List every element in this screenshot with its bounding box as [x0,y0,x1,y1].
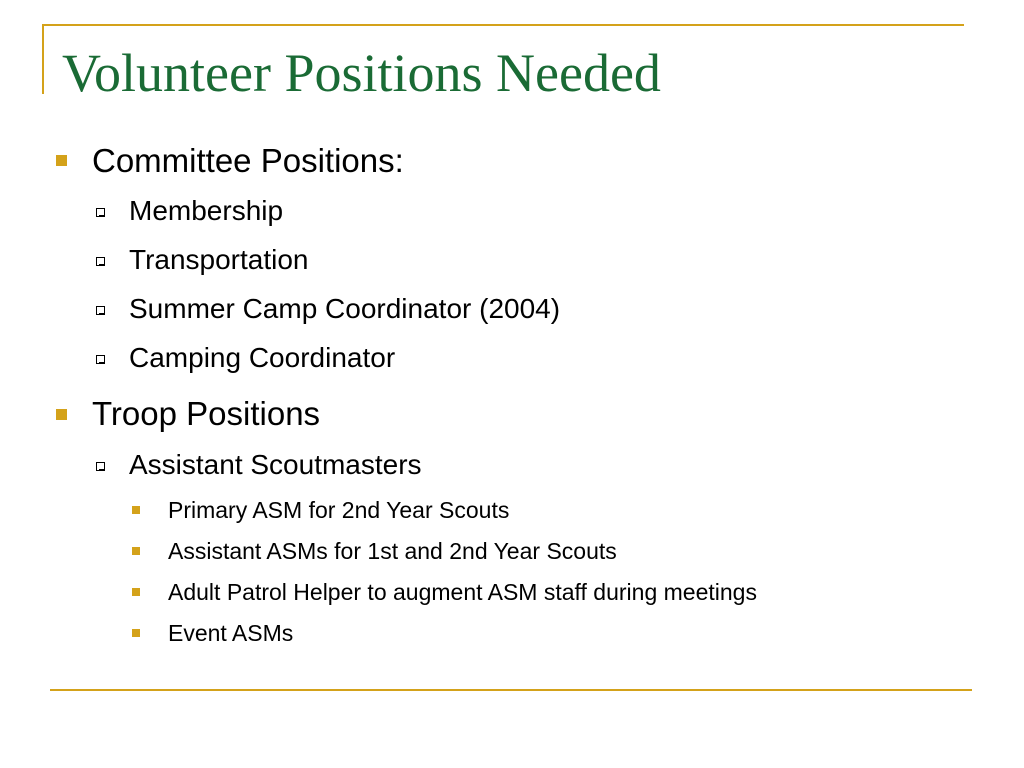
frame-bottom-rule [50,689,972,691]
level1-bullet-square-icon [56,409,67,420]
list-item-assistant-scoutmasters: Assistant Scoutmasters [129,449,422,480]
list-item-membership: Membership [129,195,284,226]
level3-bullet-square-icon [132,629,140,637]
checkbox-bullet-icon [96,462,105,471]
checkbox-bullet-icon [96,257,105,266]
frame-left-rule [42,24,44,94]
section-heading-troop: Troop Positions [92,395,321,432]
frame-top-rule [42,24,964,26]
sub-list-item: Event ASMs [168,620,294,646]
sub-list-item: Assistant ASMs for 1st and 2nd Year Scouts [168,538,617,564]
slide-title: Volunteer Positions Needed [62,43,661,103]
checkbox-bullet-icon [96,306,105,315]
list-item-camping-coordinator: Camping Coordinator [129,342,396,373]
list-item-summer-camp-coordinator: Summer Camp Coordinator (2004) [129,293,561,324]
level3-bullet-square-icon [132,547,140,555]
sub-list-item: Primary ASM for 2nd Year Scouts [168,497,510,523]
checkbox-bullet-icon [96,208,105,217]
sub-list-item: Adult Patrol Helper to augment ASM staff during meetings [168,579,757,605]
checkbox-bullet-icon [96,355,105,364]
level3-bullet-square-icon [132,506,140,514]
list-item-transportation: Transportation [129,244,309,275]
level3-bullet-square-icon [132,588,140,596]
section-heading-committee: Committee Positions: [92,142,404,179]
level1-bullet-square-icon [56,155,67,166]
